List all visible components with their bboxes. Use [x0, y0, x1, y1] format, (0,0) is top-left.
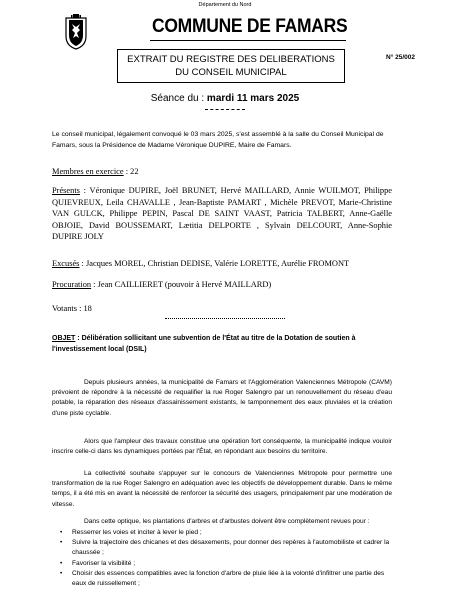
coat-of-arms-icon	[64, 14, 88, 50]
membres-label: Membres en exercice	[52, 167, 124, 176]
excuses-value: : Jacques MOREL, Christian DEDISE, Valérie LORETTE, Aurélie FROMONT	[79, 259, 350, 268]
procuration-value: : Jean CAILLIERET (pouvoir à Hervé MAILLARD)	[91, 280, 272, 289]
seance-separator	[205, 109, 245, 110]
procuration-label: Procuration	[52, 280, 92, 289]
title-rule	[150, 40, 346, 41]
deliberation-number: N° 25/002	[386, 54, 415, 61]
dotted-separator	[165, 318, 285, 319]
departement-label: Département du Nord	[198, 2, 252, 8]
presents-block	[52, 185, 392, 243]
extrait-line-2: DU CONSEIL MUNICIPAL	[175, 67, 287, 78]
list-item: • Suivre la trajectoire des chicanes et des désaxements, pour donner des repères à l'automobiliste et cadrer la chaussée ;	[60, 538, 396, 558]
list-item: • Favoriser la visibilité ;	[60, 559, 396, 569]
extrait-line-1: EXTRAIT DU REGISTRE DES DELIBERATIONS	[127, 54, 335, 65]
presents-label: Présents	[52, 186, 80, 195]
list-item: • Resserrer les voies et inciter à lever le pied ;	[60, 528, 396, 538]
seance-line	[0, 93, 450, 104]
paragraph-3: La collectivité souhaite s'appuyer sur le concours de Valenciennes Métropole pour permettre une transformation de la rue Roger Salengro en adéquation avec les objectifs de développement durable. Dans le même temps, il a été mis en avant la nécessité de renforcer la sécurité des usagers, principalement par une modération de vitesse.	[52, 470, 392, 508]
bullet-list	[60, 528, 396, 589]
objet-text: : Délibération sollicitant une subvention de l'État au titre de la Dotation de soutien à l'investissement local (DSIL)	[52, 335, 356, 353]
extrait-box	[117, 49, 345, 83]
seance-date: mardi 11 mars 2025	[206, 93, 300, 104]
paragraph-4: Dans cette optique, les plantations d'arbres et d'arbustes doivent être complètement revues pour :	[84, 518, 370, 525]
procuration-line	[52, 279, 392, 291]
objet-block	[52, 333, 392, 355]
excuses-label: Excusés	[52, 259, 80, 268]
seance-prefix: Séance du :	[150, 93, 207, 104]
paragraph-1: Depuis plusieurs années, la municipalité de Famars et l'Agglomération Valenciennes Métropole (CAVM) prévoient de répondre à la nécessité de requalifier la rue Roger Salengro par un renouvellement du réseau d'eau potable, la réparation des réseaux d'assainissement existants, le tamponnement des eaux pluviales et la création d'une piste cyclable.	[52, 379, 392, 417]
list-item: • Choisir des essences compatibles avec la fonction d'arbre de pluie liée à la volonté d'infiltrer une partie des eaux de ruissellement ;	[60, 569, 396, 589]
paragraph-2: Alors que l'ampleur des travaux constitue une opération fort conséquente, la municipalité indique vouloir inscrire celle-ci dans les dynamiques portées par l'État, en répondant aux besoins du territoire.	[52, 438, 392, 456]
membres-line	[52, 166, 392, 178]
votants-line: Votants : 18	[52, 304, 92, 313]
commune-title: COMMUNE DE FAMARS	[152, 16, 348, 37]
excuses-line	[52, 258, 392, 270]
intro-paragraph: Le conseil municipal, légalement convoqué le 03 mars 2025, s'est assemblé à la salle du Conseil Municipal de Famars, sous la Présidence de Madame Véronique DUPIRE, Maire de Famars.	[52, 131, 384, 149]
membres-value: : 22	[123, 167, 139, 176]
presents-value: : Véronique DUPIRE, Joël BRUNET, Hervé MAILLARD, Annie WUILMOT, Philippe QUIEVREUX, Leila CHAVALLE , Jean-Baptiste PAMART , Michèle PREVOT, Marie-Christine VAN GULCK, Philippe PEPIN, Pascal DE SAINT VAAST, Patricia TALBERT, Anne-Gaëlle OBJOIE, David BOUSSEMART, Lætitia DELPORTE , Sylvain DELCOURT, Anne-Sophie DUPIRE JOLY	[52, 186, 392, 242]
objet-label: OBJET	[52, 335, 76, 342]
